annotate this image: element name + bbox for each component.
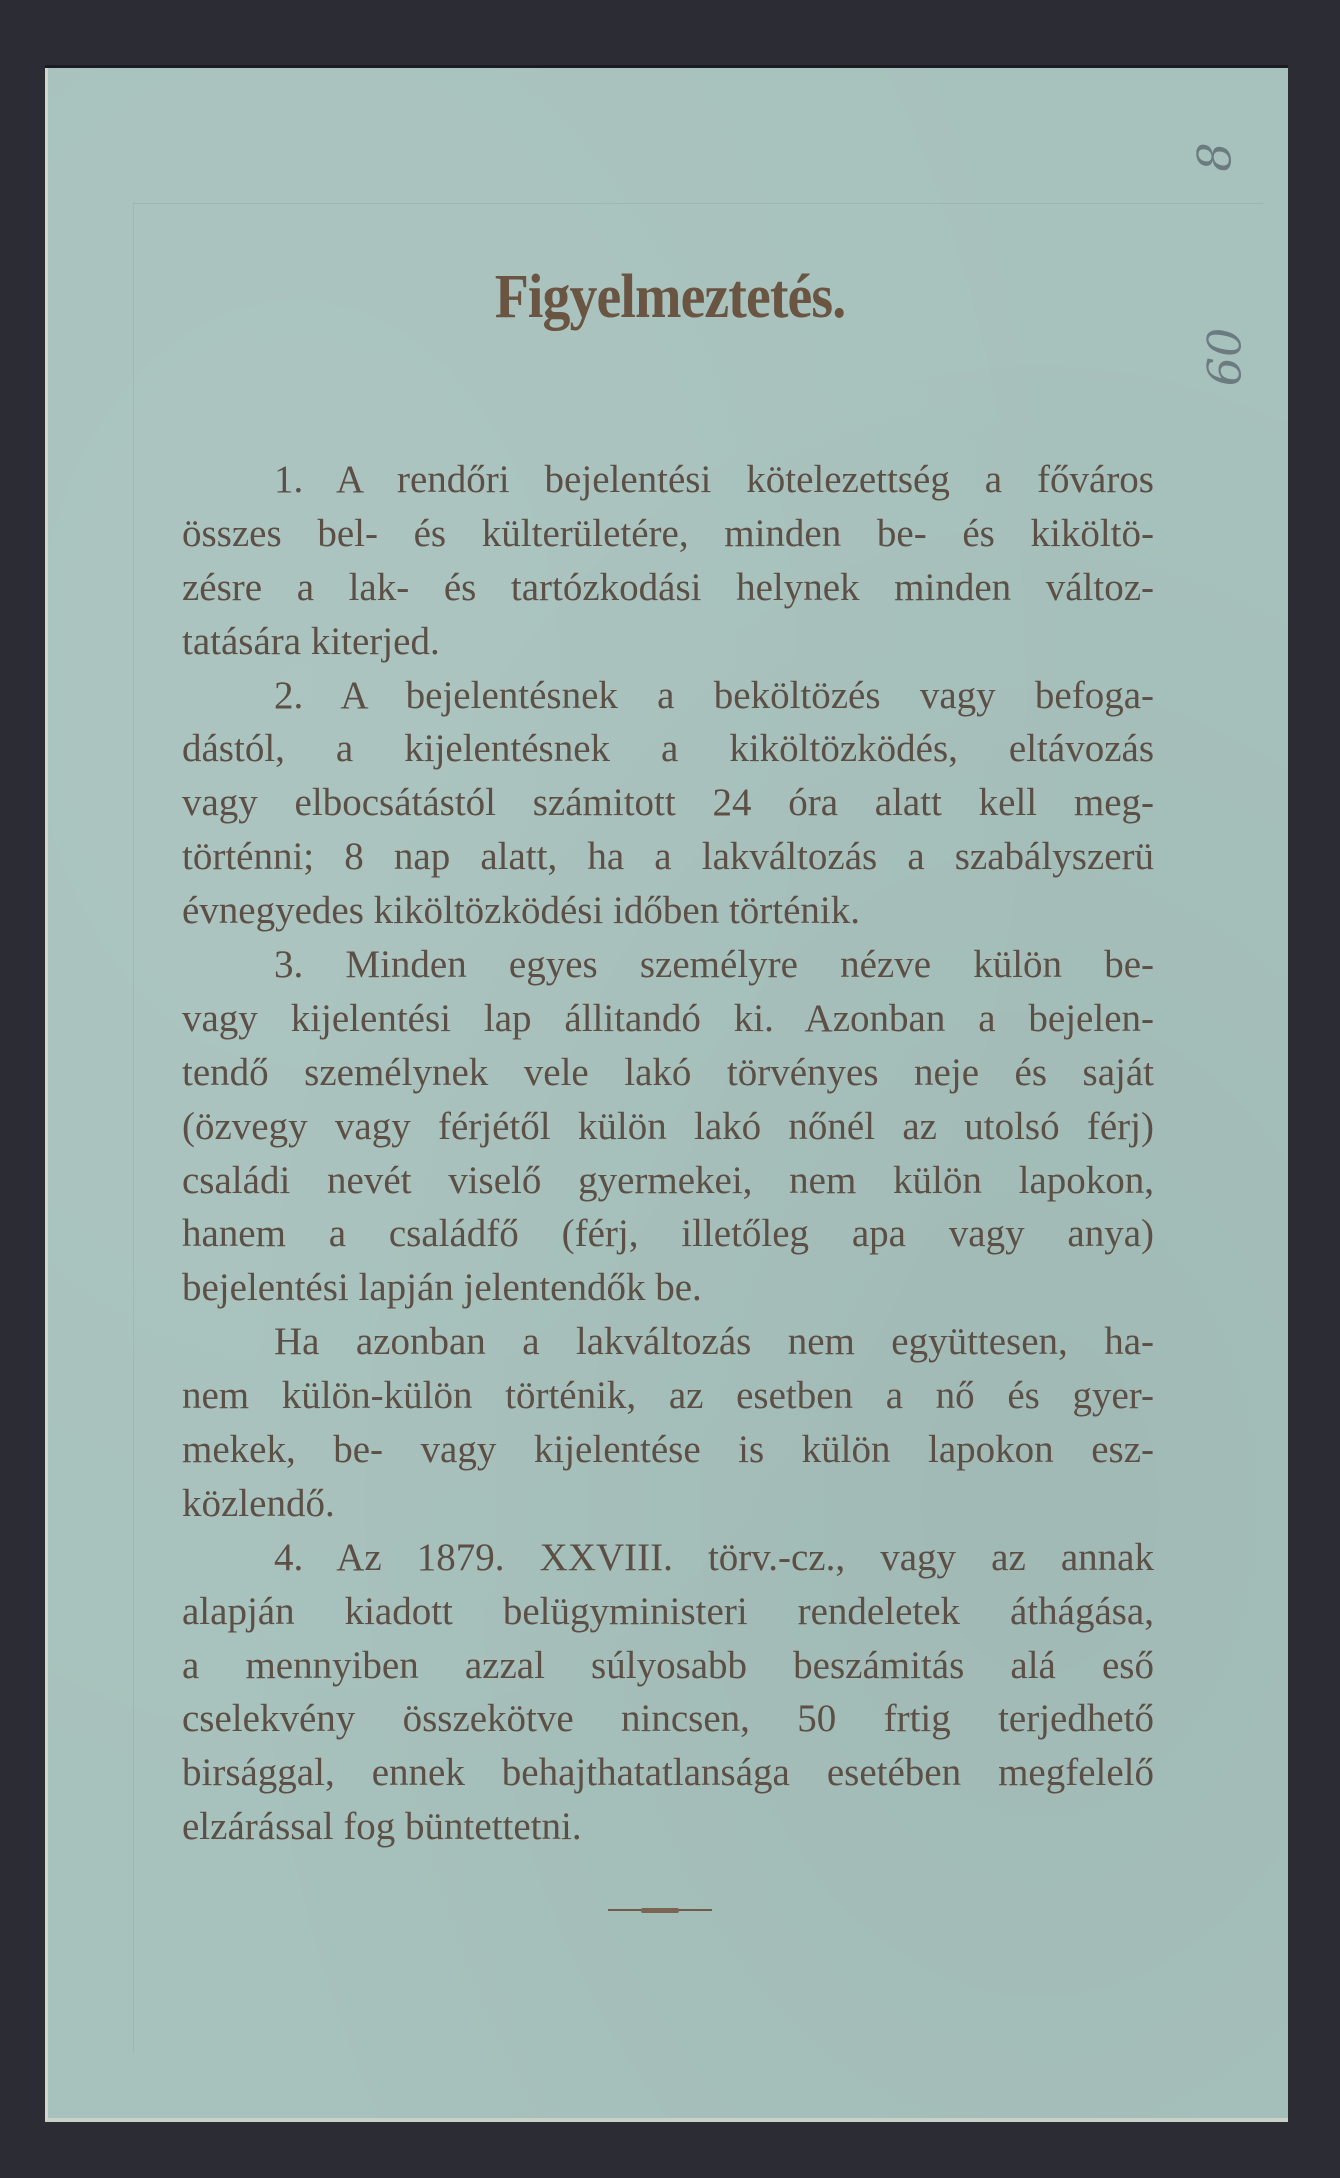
ornamental-divider-center <box>641 1908 679 1913</box>
text-line: hanem a családfő (férj, illetőleg apa vagy anya) <box>182 1212 1154 1256</box>
text-line: 2. A bejelentésnek a beköltözés vagy befoga- <box>274 673 1154 717</box>
text-line: mekek, be- vagy kijelentése is külön lapokon esz- <box>182 1428 1154 1472</box>
text-line: összes bel- és külterületére, minden be- és kiköltö- <box>182 511 1154 555</box>
text-line: (özvegy vagy férjétől külön lakó nőnél az utolsó férj) <box>182 1104 1154 1148</box>
text-line: közlendő. <box>182 1481 335 1525</box>
text-line: 1. A rendőri bejelentési kötelezettség a főváros <box>274 458 1154 501</box>
text-line: nem külön-külön történik, az esetben a nő és gyer- <box>182 1374 1154 1418</box>
text-line: történni; 8 nap alatt, ha a lakváltozás a szabályszerü <box>182 835 1154 879</box>
text-line: vagy kijelentési lap állitandó ki. Azonban a bejelen- <box>182 996 1154 1040</box>
text-line: alapján kiadott belügyministeri rendeletek áthágása, <box>182 1589 1154 1633</box>
text-line: dástól, a kijelentésnek a kiköltözködés, eltávozás <box>182 727 1154 771</box>
pencil-mark-8: 8 <box>1187 142 1242 172</box>
notice-body <box>182 453 1154 1854</box>
text-line: elzárással fog büntettetni. <box>182 1805 582 1849</box>
pencil-mark-60: 60 <box>1197 327 1252 387</box>
text-line: családi nevét viselő gyermekei, nem külön lapokon, <box>182 1158 1154 1202</box>
text-line: 3. Minden egyes személyre nézve külön be- <box>274 943 1154 987</box>
text-line: tendő személynek vele lakó törvényes neje és saját <box>182 1050 1154 1094</box>
plate-impression-line <box>133 203 134 2053</box>
text-line: cselekvény összekötve nincsen, 50 frtig terjedhető <box>182 1697 1154 1741</box>
text-line: vagy elbocsátástól számitott 24 óra alatt kell meg- <box>182 781 1154 825</box>
text-line: birsággal, ennek behajthatatlansága esetében megfelelő <box>182 1751 1154 1795</box>
text-line: a mennyiben azzal súlyosabb beszámitás alá eső <box>182 1643 1154 1687</box>
plate-impression-line <box>133 203 1263 204</box>
text-line: bejelentési lapján jelentendők be. <box>182 1266 702 1310</box>
page-title: Figyelmeztetés. <box>494 263 846 331</box>
text-line: 4. Az 1879. XXVIII. törv.-cz., vagy az annak <box>274 1535 1154 1579</box>
text-line: Ha azonban a lakváltozás nem együttesen, ha- <box>274 1320 1154 1364</box>
text-line: évnegyedes kiköltözködési időben történik. <box>182 889 861 933</box>
text-line: zésre a lak- és tartózkodási helynek minden változ- <box>182 565 1154 609</box>
text-line: tatására kiterjed. <box>182 619 440 663</box>
